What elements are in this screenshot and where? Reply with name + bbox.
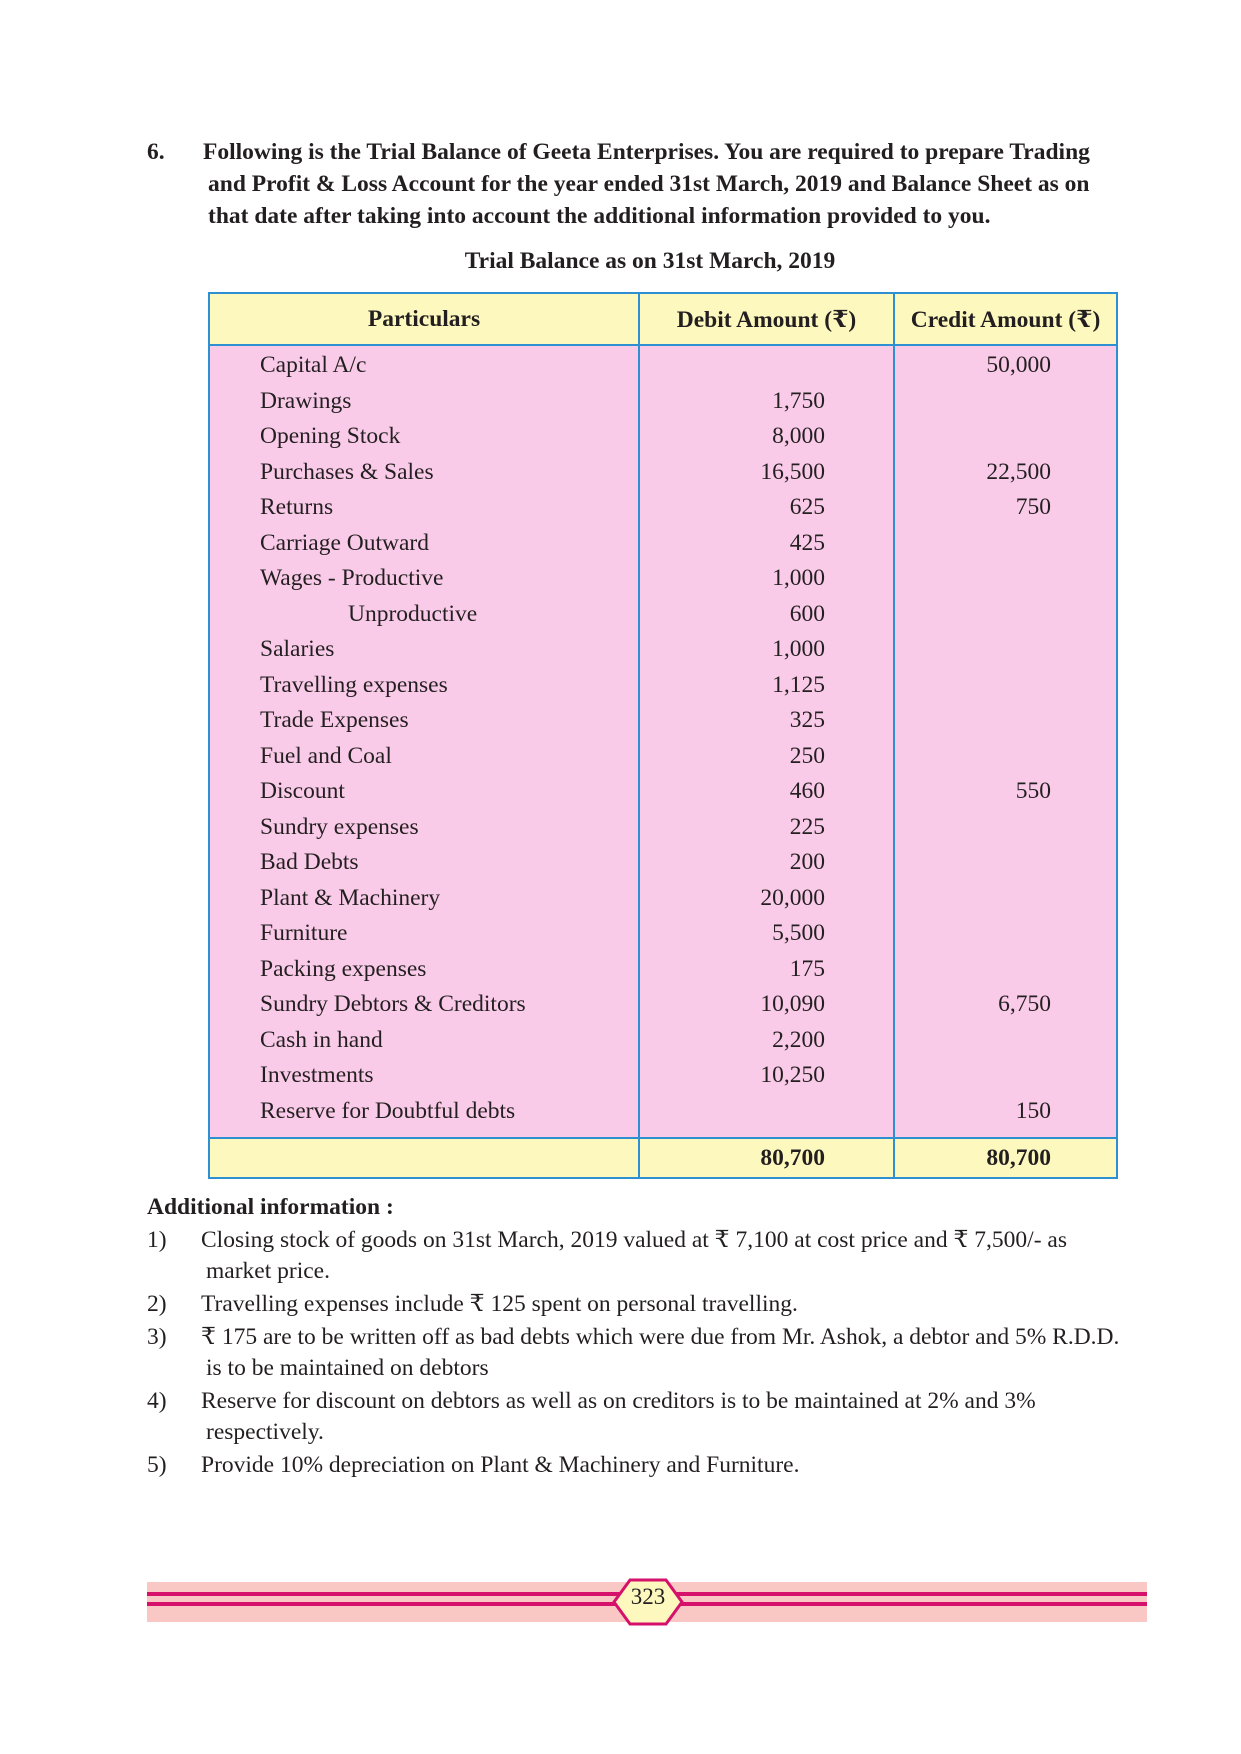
page-number-badge — [612, 1576, 684, 1628]
additional-info-list — [147, 1225, 1147, 1481]
page-footer — [147, 1582, 1147, 1622]
debit-cell: 16,500 — [639, 455, 894, 491]
particular-cell: Unproductive — [209, 597, 639, 633]
list-item-text — [201, 1322, 1147, 1384]
additional-information — [147, 1194, 1147, 1483]
debit-cell: 20,000 — [639, 881, 894, 917]
debit-cell: 1,000 — [639, 561, 894, 597]
credit-cell — [894, 419, 1117, 455]
trial-balance-table — [208, 292, 1118, 1179]
credit-cell — [894, 703, 1117, 739]
credit-cell — [894, 1058, 1117, 1094]
particular-cell: Trade Expenses — [209, 703, 639, 739]
list-item-line: market price. — [206, 1258, 330, 1284]
credit-cell — [894, 526, 1117, 562]
list-item-text — [201, 1289, 1147, 1320]
table-row — [209, 1094, 1117, 1139]
debit-cell: 625 — [639, 490, 894, 526]
credit-cell — [894, 632, 1117, 668]
list-item — [147, 1386, 1147, 1448]
debit-cell: 8,000 — [639, 419, 894, 455]
credit-cell — [894, 384, 1117, 420]
particular-cell: Returns — [209, 490, 639, 526]
debit-cell: 5,500 — [639, 916, 894, 952]
question-block — [147, 136, 1147, 232]
credit-cell — [894, 597, 1117, 633]
list-item — [147, 1289, 1147, 1320]
table-row — [209, 455, 1117, 491]
list-item-text — [201, 1386, 1147, 1448]
particular-cell: Opening Stock — [209, 419, 639, 455]
debit-cell: 1,750 — [639, 384, 894, 420]
additional-info-heading: Additional information : — [147, 1194, 394, 1220]
credit-cell — [894, 916, 1117, 952]
particular-cell: Reserve for Doubtful debts — [209, 1094, 639, 1139]
header-credit: Credit Amount (₹) — [894, 293, 1117, 345]
particular-cell: Sundry expenses — [209, 810, 639, 846]
table-header-row — [209, 293, 1117, 345]
list-item-number: 2) — [147, 1291, 167, 1317]
table-row — [209, 1023, 1117, 1059]
debit-cell: 1,000 — [639, 632, 894, 668]
particular-cell: Packing expenses — [209, 952, 639, 988]
list-item-line: Reserve for discount on debtors as well as on creditors is to be maintained at 2% and 3% — [201, 1388, 1036, 1414]
question-text — [203, 136, 1147, 232]
list-item-line: respectively. — [206, 1419, 324, 1445]
debit-cell — [639, 1094, 894, 1139]
debit-cell: 460 — [639, 774, 894, 810]
credit-cell: 50,000 — [894, 345, 1117, 384]
list-item — [147, 1322, 1147, 1384]
trial-balance-body — [209, 345, 1117, 1138]
table-row — [209, 345, 1117, 384]
table-row — [209, 632, 1117, 668]
table-row — [209, 490, 1117, 526]
list-item-line: ₹ 175 are to be written off as bad debts which were due from Mr. Ashok, a debtor and 5% R.D.D. — [201, 1324, 1120, 1350]
trial-balance-title: Trial Balance as on 31st March, 2019 — [464, 248, 836, 274]
total-label-cell — [209, 1138, 639, 1178]
table-total-row — [209, 1138, 1117, 1178]
particular-cell: Drawings — [209, 384, 639, 420]
question-line: that date after taking into account the additional information provided to you. — [208, 203, 991, 229]
table-row — [209, 952, 1117, 988]
table-row — [209, 739, 1117, 775]
credit-cell: 750 — [894, 490, 1117, 526]
credit-cell: 550 — [894, 774, 1117, 810]
particular-cell: Cash in hand — [209, 1023, 639, 1059]
particular-cell: Discount — [209, 774, 639, 810]
credit-cell: 6,750 — [894, 987, 1117, 1023]
credit-cell — [894, 668, 1117, 704]
credit-cell — [894, 881, 1117, 917]
header-particulars: Particulars — [209, 293, 639, 345]
credit-cell — [894, 739, 1117, 775]
particular-cell: Purchases & Sales — [209, 455, 639, 491]
question-line: Following is the Trial Balance of Geeta Enterprises. You are required to prepare Trading — [203, 139, 1090, 165]
table-row — [209, 419, 1117, 455]
particular-cell: Travelling expenses — [209, 668, 639, 704]
table-row — [209, 1058, 1117, 1094]
debit-cell: 600 — [639, 597, 894, 633]
table-row — [209, 703, 1117, 739]
header-debit: Debit Amount (₹) — [639, 293, 894, 345]
table-row — [209, 845, 1117, 881]
table-row — [209, 561, 1117, 597]
credit-cell — [894, 561, 1117, 597]
particular-cell: Fuel and Coal — [209, 739, 639, 775]
debit-cell: 10,250 — [639, 1058, 894, 1094]
debit-cell: 2,200 — [639, 1023, 894, 1059]
particular-cell: Carriage Outward — [209, 526, 639, 562]
table-row — [209, 597, 1117, 633]
particular-cell: Wages - Productive — [209, 561, 639, 597]
table-row — [209, 526, 1117, 562]
debit-cell — [639, 345, 894, 384]
particular-cell: Capital A/c — [209, 345, 639, 384]
table-row — [209, 810, 1117, 846]
list-item-number: 1) — [147, 1227, 167, 1253]
list-item-text — [201, 1450, 1147, 1481]
question-line: and Profit & Loss Account for the year ended 31st March, 2019 and Balance Sheet as on — [208, 171, 1090, 197]
table-row — [209, 384, 1117, 420]
list-item-text — [201, 1225, 1147, 1287]
list-item-number: 4) — [147, 1388, 167, 1414]
debit-cell: 1,125 — [639, 668, 894, 704]
page-number: 323 — [630, 1584, 666, 1609]
credit-cell: 22,500 — [894, 455, 1117, 491]
credit-cell — [894, 952, 1117, 988]
list-item-line: Provide 10% depreciation on Plant & Machinery and Furniture. — [201, 1452, 800, 1478]
debit-cell: 10,090 — [639, 987, 894, 1023]
credit-cell — [894, 810, 1117, 846]
list-item-line: Travelling expenses include ₹ 125 spent on personal travelling. — [201, 1291, 798, 1317]
trial-balance-table-wrap — [208, 292, 1116, 1179]
debit-cell: 175 — [639, 952, 894, 988]
credit-cell — [894, 845, 1117, 881]
credit-cell — [894, 1023, 1117, 1059]
question-number: 6. — [147, 139, 165, 165]
particular-cell: Sundry Debtors & Creditors — [209, 987, 639, 1023]
table-row — [209, 987, 1117, 1023]
debit-cell: 225 — [639, 810, 894, 846]
particular-cell: Bad Debts — [209, 845, 639, 881]
debit-cell: 200 — [639, 845, 894, 881]
particular-cell: Furniture — [209, 916, 639, 952]
particular-cell: Salaries — [209, 632, 639, 668]
total-debit: 80,700 — [639, 1138, 894, 1178]
list-item-number: 5) — [147, 1452, 167, 1478]
total-credit: 80,700 — [894, 1138, 1117, 1178]
debit-cell: 425 — [639, 526, 894, 562]
particular-cell: Plant & Machinery — [209, 881, 639, 917]
particular-cell: Investments — [209, 1058, 639, 1094]
list-item-number: 3) — [147, 1324, 167, 1350]
credit-cell: 150 — [894, 1094, 1117, 1139]
table-row — [209, 916, 1117, 952]
table-row — [209, 881, 1117, 917]
list-item — [147, 1450, 1147, 1481]
debit-cell: 325 — [639, 703, 894, 739]
list-item-line: is to be maintained on debtors — [206, 1355, 489, 1381]
table-row — [209, 774, 1117, 810]
debit-cell: 250 — [639, 739, 894, 775]
list-item-line: Closing stock of goods on 31st March, 2019 valued at ₹ 7,100 at cost price and ₹ 7,500/- as — [201, 1227, 1067, 1253]
list-item — [147, 1225, 1147, 1287]
table-row — [209, 668, 1117, 704]
